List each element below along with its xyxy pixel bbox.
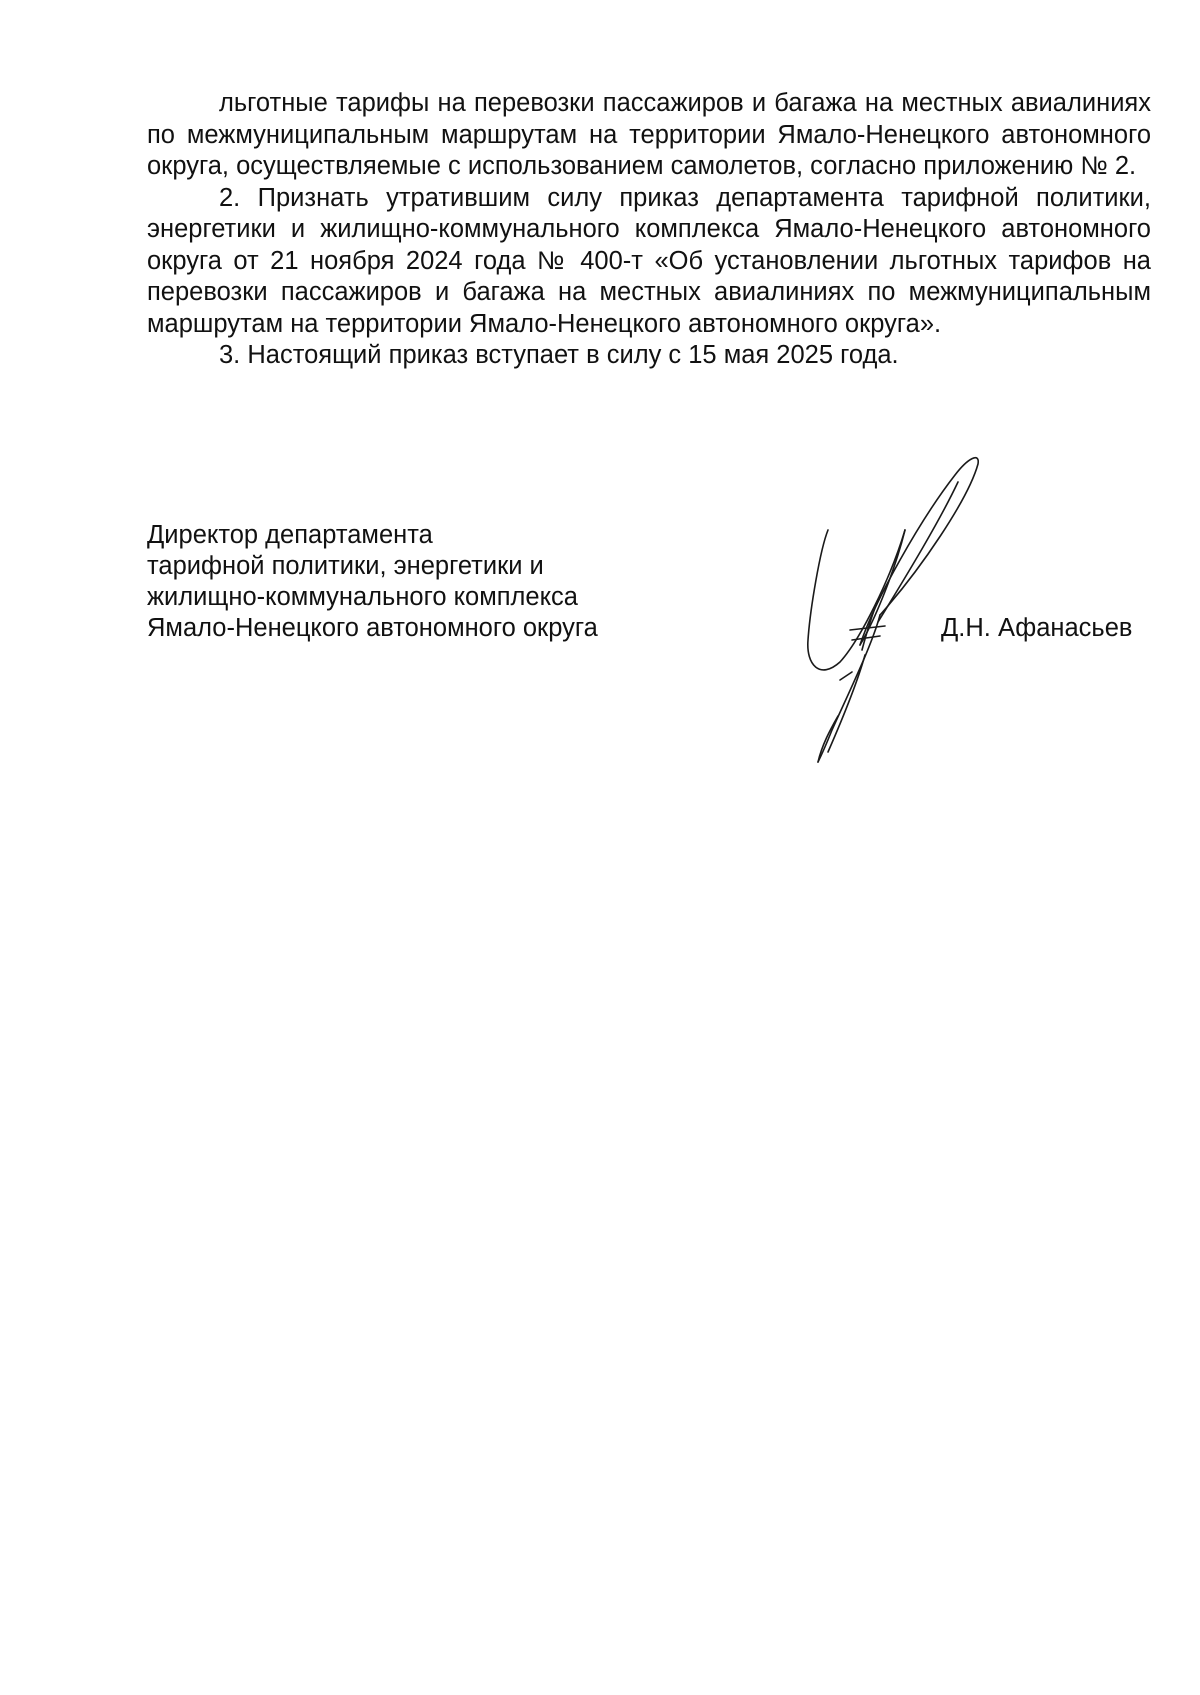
signer-title: [147, 520, 598, 644]
signer-title-line: Ямало-Ненецкого автономного округа: [147, 614, 598, 642]
signer-title-line: тарифной политики, энергетики и: [147, 552, 544, 580]
paragraph-item-2: 2. Признать утратившим силу приказ департамента тарифной политики, энергетики и жилищно-коммунального комплекса Ямало-Ненецкого автономного округа от 21 ноября 2024 года № 400-т «Об установлении льготных тарифов на перевозки пассажиров и багажа на местных авиалиниях по межмуниципальным маршрутам на территории Ямало-Ненецкого автономного округа».: [147, 183, 1151, 338]
signer-title-line: Директор департамента: [147, 521, 433, 549]
paragraph-continuation: льготные тарифы на перевозки пассажиров и багажа на местных авиалиниях по межмуниципальным маршрутам на территории Ямало-Ненецкого автономного округа, осуществляемые с использованием самолетов, согласно приложению № 2.: [147, 89, 1151, 180]
signer-name: Д.Н. Афанасьев: [941, 614, 1133, 642]
signer-title-line: жилищно-коммунального комплекса: [147, 583, 578, 611]
order-body: [147, 88, 1151, 372]
paragraph-item-3: 3. Настоящий приказ вступает в силу с 15 мая 2025 года.: [219, 341, 899, 369]
